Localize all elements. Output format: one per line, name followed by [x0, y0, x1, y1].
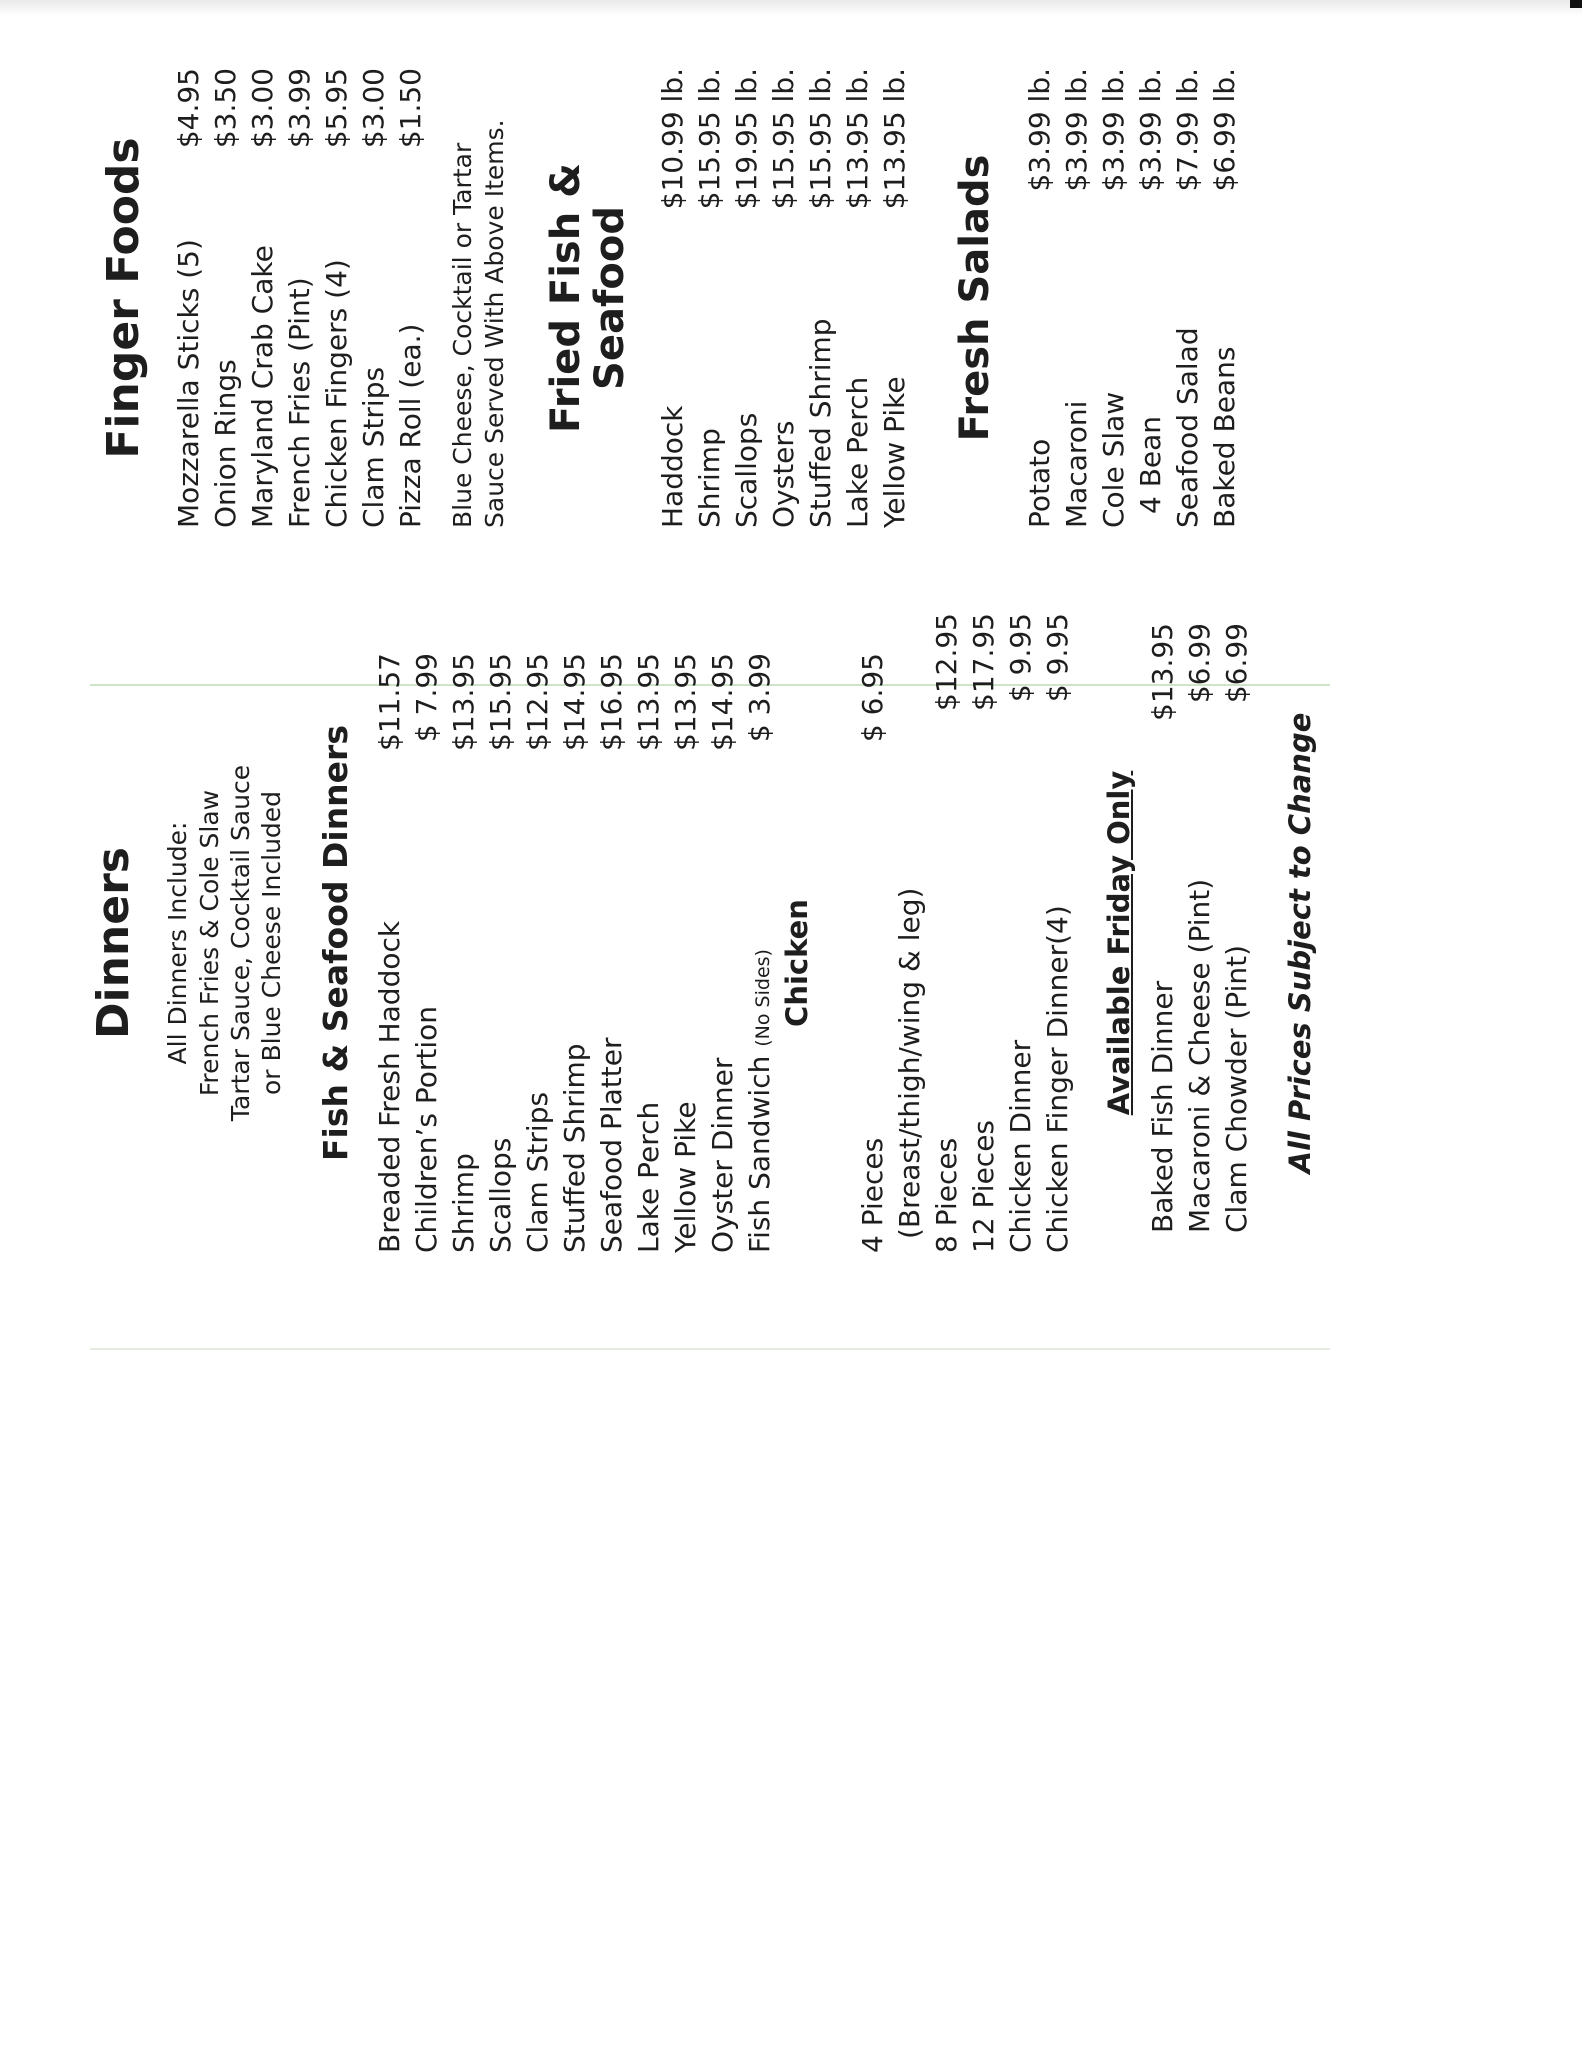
item-name: Shrimp	[692, 428, 726, 528]
dinners-section	[90, 608, 1317, 1278]
menu-item	[630, 653, 667, 1253]
fried-fish-title-line: Seafood	[586, 206, 633, 390]
item-price: $13.95	[447, 653, 481, 751]
include-line: or Blue Cheese Included	[257, 790, 287, 1096]
item-name: Breaded Fresh Haddock	[373, 920, 407, 1253]
menu-item	[691, 68, 728, 528]
item-name: Baked Fish Dinner	[1146, 980, 1180, 1233]
item-price: $3.50	[209, 68, 243, 149]
menu-item	[1039, 613, 1076, 1253]
item-name: Stuffed Shrimp	[803, 318, 837, 528]
item-price: $4.95	[172, 68, 206, 149]
item-name: 4 Pieces	[856, 1137, 890, 1253]
menu-item	[371, 653, 408, 1253]
menu-item	[1132, 68, 1169, 528]
menu-item	[1095, 68, 1132, 528]
include-line: All Dinners Include:	[163, 821, 193, 1065]
item-price: $10.99 lb.	[655, 68, 689, 210]
item-price: $3.99 lb.	[1022, 68, 1056, 192]
menu-item	[318, 68, 355, 528]
item-name: Chicken Finger Dinner(4)	[1041, 905, 1075, 1253]
item-name: Oyster Dinner	[706, 1057, 740, 1253]
item-price: $13.95 lb.	[840, 68, 874, 210]
item-name: Lake Perch	[840, 376, 874, 528]
item-price: $12.95	[930, 613, 964, 711]
item-price: $ 9.95	[1041, 613, 1075, 703]
item-name: Haddock	[655, 405, 689, 528]
item-price: $3.00	[246, 68, 280, 149]
item-price: $3.00	[357, 68, 391, 149]
menu-item	[965, 613, 1002, 1253]
item-name: Stuffed Shrimp	[558, 1043, 592, 1253]
item-price: $15.95 lb.	[803, 68, 837, 210]
item-price: $15.95 lb.	[766, 68, 800, 210]
item-price: $6.99	[1183, 623, 1217, 704]
item-price: $17.95	[967, 613, 1001, 711]
item-name: Maryland Crab Cake	[246, 245, 280, 528]
menu-item	[593, 653, 630, 1253]
finger-foods-list	[170, 68, 429, 528]
item-price: $13.95 lb.	[877, 68, 911, 210]
menu-item	[654, 68, 691, 528]
fish-dinners-list	[371, 653, 782, 1253]
item-price: $3.99 lb.	[1133, 68, 1167, 192]
item-name: Onion Rings	[209, 359, 243, 528]
item-price: $13.95	[669, 653, 703, 751]
item-name: (Breast/thigh/wing & leg)	[893, 887, 927, 1239]
item-name: Clam Strips	[357, 366, 391, 528]
fried-fish-title-line: Fried Fish &	[542, 162, 589, 434]
menu-item	[1169, 68, 1206, 528]
item-price: $3.99 lb.	[1059, 68, 1093, 192]
sauce-note	[447, 68, 510, 528]
item-name: Lake Perch	[632, 1101, 666, 1253]
finger-foods-title: Finger Foods	[98, 137, 149, 459]
menu-item	[482, 653, 519, 1253]
menu-item	[1218, 623, 1255, 1233]
item-name: Scallops	[729, 412, 763, 528]
menu-item	[1021, 68, 1058, 528]
sauce-note-line: Blue Cheese, Cocktail or Tartar	[448, 142, 478, 528]
fish-sandwich-label: Fish Sandwich	[743, 1055, 777, 1253]
item-name: Macaroni & Cheese (Pint)	[1183, 878, 1217, 1233]
menu-item	[1002, 613, 1039, 1253]
item-price: $11.57	[373, 653, 407, 751]
menu-item	[802, 68, 839, 528]
menu-item	[728, 68, 765, 528]
item-price: $ 3.99	[743, 653, 777, 743]
item-name: Cole Slaw	[1096, 391, 1130, 528]
fresh-salads-list	[1021, 68, 1243, 528]
menu-item	[519, 653, 556, 1253]
item-price: $13.95	[632, 653, 666, 751]
item-name: Yellow Pike	[877, 376, 911, 528]
item-name: French Fries (Pint)	[283, 277, 317, 528]
menu-item	[876, 68, 913, 528]
item-price: $14.95	[558, 653, 592, 751]
finger-foods-section	[100, 68, 1243, 528]
item-name: Macaroni	[1059, 400, 1093, 528]
friday-only-title: Available Friday Only	[1102, 770, 1137, 1116]
item-price: $ 7.99	[410, 653, 444, 743]
friday-list	[1144, 623, 1255, 1233]
item-price: $6.99	[1220, 623, 1254, 704]
item-name: Seafood Salad	[1170, 327, 1204, 528]
chicken-list	[854, 613, 1076, 1253]
menu-item	[928, 613, 965, 1253]
include-line: French Fries & Cole Slaw	[194, 789, 224, 1097]
item-price: $5.95	[320, 68, 354, 149]
item-price: $ 6.95	[856, 653, 890, 743]
item-price: $3.99 lb.	[1096, 68, 1130, 192]
item-price: $16.95	[595, 653, 629, 751]
item-name: Scallops	[484, 1137, 518, 1253]
menu-item	[170, 68, 207, 528]
item-name: Clam Chowder (Pint)	[1220, 944, 1254, 1233]
item-name: Mozzarella Sticks (5)	[172, 239, 206, 528]
menu-item	[556, 653, 593, 1253]
dinners-include-note	[162, 608, 287, 1278]
menu-item	[281, 68, 318, 528]
prices-subject-to-change: All Prices Subject to Change	[1283, 712, 1318, 1174]
menu-item	[854, 613, 891, 1253]
item-price: $15.95 lb.	[692, 68, 726, 210]
item-price: $3.99	[283, 68, 317, 149]
menu-item	[704, 653, 741, 1253]
item-name: Baked Beans	[1207, 346, 1241, 528]
item-price: $6.99 lb.	[1207, 68, 1241, 192]
item-name: Chicken Dinner	[1004, 1039, 1038, 1253]
item-name: Shrimp	[447, 1153, 481, 1253]
fried-fish-list	[654, 68, 913, 528]
fish-seafood-dinners-title: Fish & Seafood Dinners	[316, 725, 356, 1161]
menu-item	[1206, 68, 1243, 528]
menu-item	[667, 653, 704, 1253]
item-name: 4 Bean	[1133, 415, 1167, 514]
item-price: $14.95	[706, 653, 740, 751]
item-name: 8 Pieces	[930, 1137, 964, 1253]
item-name: Pizza Roll (ea.)	[394, 323, 428, 528]
menu-item	[1181, 623, 1218, 1233]
menu-item	[244, 68, 281, 528]
item-price: $12.95	[521, 653, 555, 751]
sauce-note-line: Sauce Served With Above Items.	[479, 119, 509, 528]
menu-item	[891, 613, 928, 1253]
item-price: $ 9.95	[1004, 613, 1038, 703]
menu-item	[445, 653, 482, 1253]
menu-item	[207, 68, 244, 528]
dinners-title: Dinners	[88, 847, 139, 1039]
item-name: 12 Pieces	[967, 1119, 1001, 1253]
menu-item	[839, 68, 876, 528]
item-price: $13.95	[1146, 623, 1180, 721]
fried-fish-title	[544, 68, 632, 528]
item-name: Oysters	[766, 420, 800, 528]
item-name: Chicken Fingers (4)	[320, 259, 354, 528]
item-name	[741, 742, 782, 1253]
menu-item	[1144, 623, 1181, 1233]
item-name: Potato	[1022, 438, 1056, 528]
menu-item	[741, 653, 782, 1253]
menu-item	[1058, 68, 1095, 528]
item-price: $7.99 lb.	[1170, 68, 1204, 192]
item-name: Seafood Platter	[595, 1037, 629, 1253]
include-line: Tartar Sauce, Cocktail Sauce	[225, 764, 255, 1122]
menu-item	[355, 68, 392, 528]
item-name: Yellow Pike	[669, 1101, 703, 1253]
chicken-title: Chicken	[780, 899, 815, 1027]
item-price: $1.50	[394, 68, 428, 149]
menu-item	[765, 68, 802, 528]
item-price: $15.95	[484, 653, 518, 751]
no-sides-note: (No Sides)	[752, 949, 775, 1047]
fresh-salads-title: Fresh Salads	[951, 154, 998, 442]
item-name: Children’s Portion	[410, 1005, 444, 1253]
menu-item	[392, 68, 429, 528]
item-price: $19.95 lb.	[729, 68, 763, 210]
menu-item	[408, 653, 445, 1253]
item-name: Clam Strips	[521, 1091, 555, 1253]
